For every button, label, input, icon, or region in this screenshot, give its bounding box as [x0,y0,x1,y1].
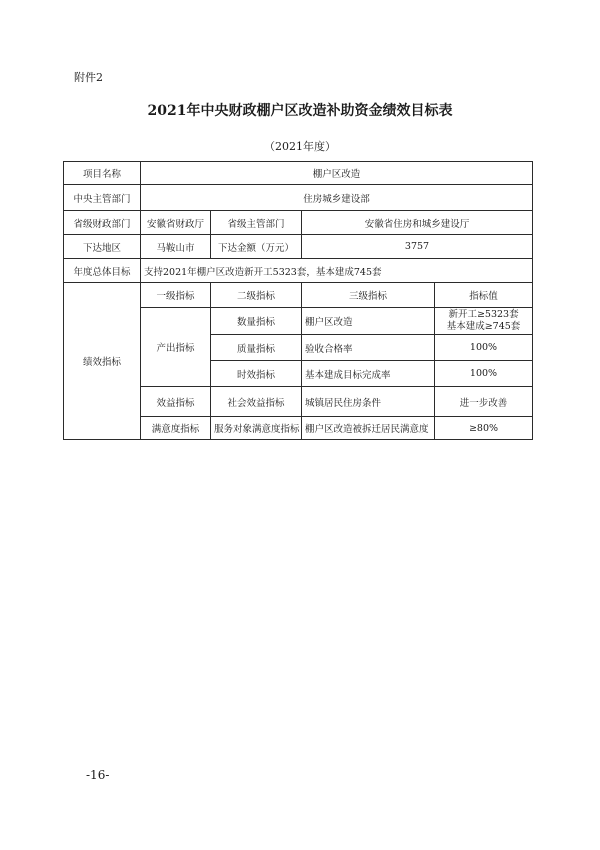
quality-indicator-label: 质量指标 [211,335,302,361]
page-title: 2021年中央财政棚户区改造补助资金绩效目标表 [147,103,453,119]
region-label: 下达地区 [64,235,141,259]
project-name-value: 棚户区改造 [141,162,533,185]
benefit-indicator-label: 效益指标 [141,387,211,417]
quantity-value-line-1: 新开工≥5323套 [448,309,519,320]
performance-target-table [63,161,533,440]
amount-value: 3757 [302,235,533,259]
quantity-item: 棚户区改造 [302,308,435,335]
prov-dept-value: 安徽省住房和城乡建设厅 [302,211,533,235]
amount-label: 下达金额（万元） [211,235,302,259]
prov-dept-label: 省级主管部门 [211,211,302,235]
output-indicator-label: 产出指标 [141,308,211,387]
central-dept-label: 中央主管部门 [64,185,141,211]
timeliness-value: 100% [435,361,533,387]
social-benefit-item: 城镇居民住房条件 [302,387,435,417]
table-row [64,185,533,211]
timeliness-item: 基本建成目标完成率 [302,361,435,387]
header-level3: 三级指标 [302,283,435,308]
central-dept-value: 住房城乡建设部 [141,185,533,211]
table-row [64,259,533,283]
attachment-label: 附件2 [74,71,103,84]
satisfaction-item: 棚户区改造被拆迁居民满意度 [302,417,435,440]
quality-value: 100% [435,335,533,361]
project-name-label: 项目名称 [64,162,141,185]
table-row [64,211,533,235]
prov-finance-value: 安徽省财政厅 [141,211,211,235]
table-row [64,162,533,185]
header-value: 指标值 [435,283,533,308]
page-number: -16- [86,768,110,782]
header-level1: 一级指标 [141,283,211,308]
quantity-value [435,308,533,335]
timeliness-indicator-label: 时效指标 [211,361,302,387]
header-level2: 二级指标 [211,283,302,308]
social-benefit-label: 社会效益指标 [211,387,302,417]
annual-goal-label: 年度总体目标 [64,259,141,283]
annual-goal-value: 支持2021年棚户区改造新开工5323套，基本建成745套 [141,259,533,283]
year-label: （2021年度） [264,140,336,153]
quantity-value-line-2: 基本建成≥745套 [446,321,521,332]
table-row [64,235,533,259]
quantity-indicator-label: 数量指标 [211,308,302,335]
quality-item: 验收合格率 [302,335,435,361]
social-benefit-value: 进一步改善 [435,387,533,417]
satisfaction-indicator-label: 满意度指标 [141,417,211,440]
perf-indicator-label: 绩效指标 [64,283,141,440]
prov-finance-label: 省级财政部门 [64,211,141,235]
region-value: 马鞍山市 [141,235,211,259]
table-row [64,283,533,308]
service-satisfaction-label: 服务对象满意度指标 [211,417,302,440]
satisfaction-value: ≥80% [435,417,533,440]
